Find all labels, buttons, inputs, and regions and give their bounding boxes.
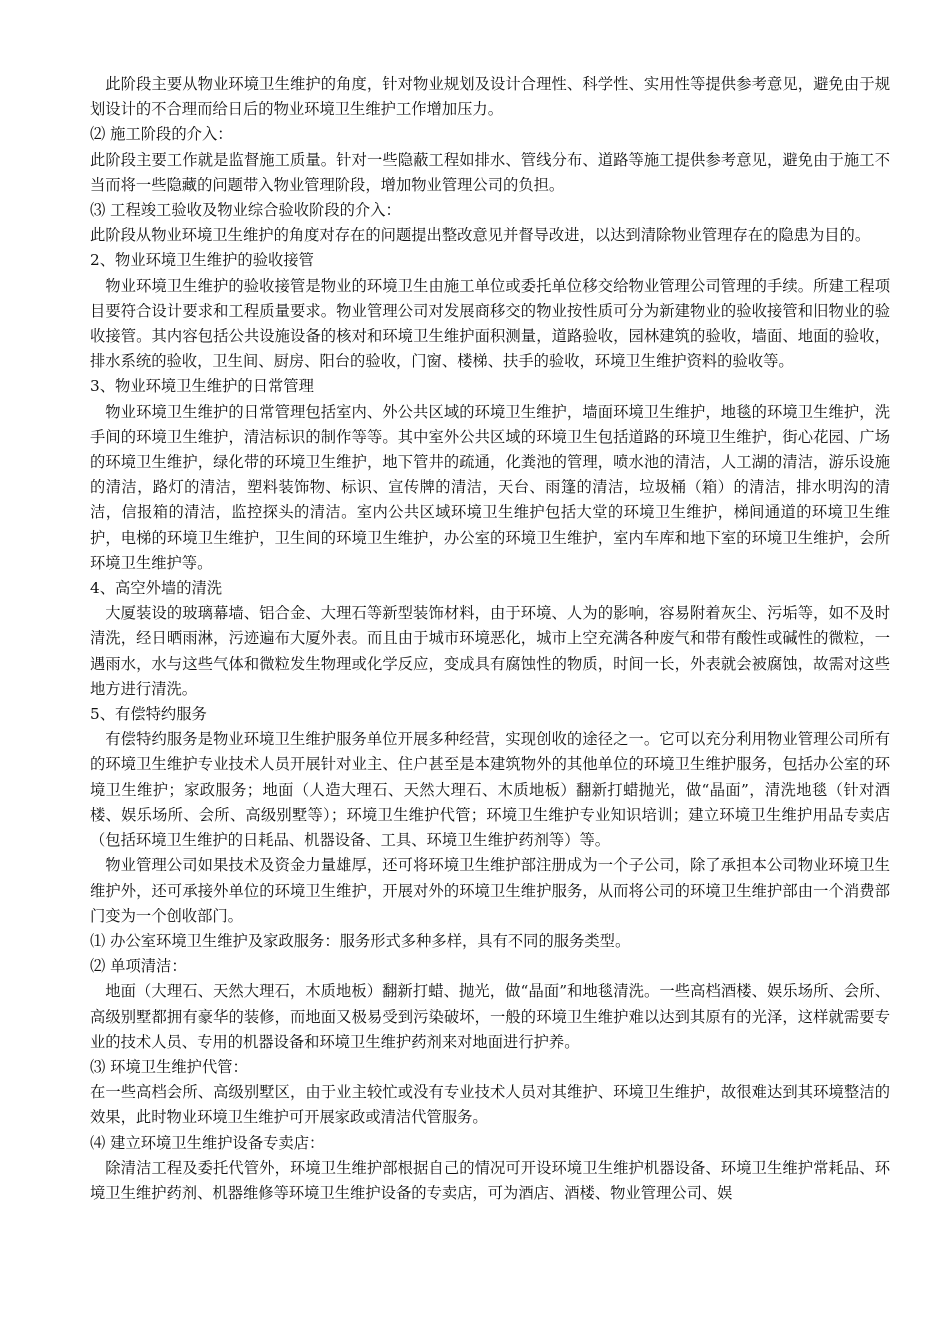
paragraph: 大厦装设的玻璃幕墙、铝合金、大理石等新型装饰材料，由于环境、人为的影响，容易附着灰尘、污垢等，如不及时清洗，经日晒雨淋，污迹遍布大厦外表。而且由于城市环境恶化，城市上空充满各种废气和带有酸性或碱性的微粒，一遇雨水，水与这些气体和微粒发生物理或化学反应，变成具有腐蚀性的物质，时间一长，外表就会被腐蚀，故需对这些地方进行清洗。 <box>90 604 890 698</box>
subheading: ⑵ 施工阶段的介入： <box>90 125 233 144</box>
paragraph: 地面（大理石、天然大理石，木质地板）翻新打蜡、抛光，做“晶面”和地毯清洗。一些高档酒楼、娱乐场所、会所、高级别墅都拥有豪华的装修，而地面又极易受到污染破坏，一般的环境卫生维护难以达到其原有的光泽，这样就需要专业的技术人员、专用的机器设备和环境卫生维护药剂来对地面进行护养。 <box>90 982 890 1051</box>
section-heading: 4、高空外墙的清洗 <box>90 579 223 598</box>
paragraph: 此阶段主要工作就是监督施工质量。针对一些隐蔽工程如排水、管线分布、道路等施工提供参考意见，避免由于施工不当而将一些隐藏的问题带入物业管理阶段，增加物业管理公司的负担。 <box>90 150 890 194</box>
paragraph: 有偿特约服务是物业环境卫生维护服务单位开展多种经营，实现创收的途径之一。它可以充分利用物业管理公司所有的环境卫生维护专业技术人员开展针对业主、住户甚至是本建筑物外的其他单位的环境卫生维护服务，包括办公室的环境卫生维护；家政服务；地面（人造大理石、天然大理石、木质地板）翻新打蜡抛光，做“晶面”，清洗地毯（针对酒楼、娱乐场所、会所、高级别墅等）；环境卫生维护代管；环境卫生维护专业知识培训；建立环境卫生维护用品专卖店（包括环境卫生维护的日耗品、机器设备、工具、环境卫生维护药剂等）等。 <box>90 730 890 850</box>
paragraph: 物业环境卫生维护的验收接管是物业的环境卫生由施工单位或委托单位移交给物业管理公司管理的手续。所建工程项目要符合设计要求和工程质量要求。物业管理公司对发展商移交的物业按性质可分为新建物业的验收接管和旧物业的验收接管。其内容包括公共设施设备的核对和环境卫生维护面积测量，道路验收，园林建筑的验收，墙面、地面的验收，排水系统的验收，卫生间、厨房、阳台的验收，门窗、楼梯、扶手的验收，环境卫生维护资料的验收等。 <box>90 276 890 371</box>
subheading: ⑶ 环境卫生维护代管： <box>90 1057 248 1076</box>
section-heading: 3、物业环境卫生维护的日常管理 <box>90 377 314 396</box>
paragraph: 在一些高档会所、高级别墅区，由于业主较忙或没有专业技术人员对其维护、环境卫生维护，故很难达到其环境整洁的效果，此时物业环境卫生维护可开展家政或清洁代管服务。 <box>90 1083 890 1127</box>
subheading: ⑷ 建立环境卫生维护设备专卖店： <box>90 1133 325 1152</box>
paragraph: 除清洁工程及委托代管外，环境卫生维护部根据自己的情况可开设环境卫生维护机器设备、环境卫生维护常耗品、环境卫生维护药剂、机器维修等环境卫生维护设备的专卖店，可为酒店、酒楼、物业管理公司、娱 <box>90 1158 890 1202</box>
subheading: ⑴ 办公室环境卫生维护及家政服务：服务形式多种多样，具有不同的服务类型。 <box>90 931 631 950</box>
paragraph: 物业环境卫生维护的日常管理包括室内、外公共区域的环境卫生维护，墙面环境卫生维护，地毯的环境卫生维护，洗手间的环境卫生维护，清洁标识的制作等等。其中室外公共区域的环境卫生包括道路的环境卫生维护，街心花园、广场的环境卫生维护，绿化带的环境卫生维护，地下管井的疏通，化粪池的管理，喷水池的清洁，人工湖的清洁，游乐设施的清洁，路灯的清洁，塑料装饰物、标识、宣传牌的清洁，天台、雨篷的清洁，垃圾桶（箱）的清洁，排水明沟的清洁，信报箱的清洁，监控探头的清洁。室内公共区域环境卫生维护包括大堂的环境卫生维护，梯间通道的环境卫生维护，电梯的环境卫生维护，卫生间的环境卫生维护，办公室的环境卫生维护，室内车库和地下室的环境卫生维护，会所环境卫生维护等。 <box>90 402 890 572</box>
document-body <box>90 72 890 1206</box>
section-heading: 5、有偿特约服务 <box>90 705 207 724</box>
subheading: ⑶ 工程竣工验收及物业综合验收阶段的介入： <box>90 201 401 220</box>
paragraph: 此阶段从物业环境卫生维护的角度对存在的问题提出整改意见并督导改进，以达到清除物业管理存在的隐患为目的。 <box>90 226 871 245</box>
subheading: ⑵ 单项清洁： <box>90 957 187 976</box>
paragraph: 此阶段主要从物业环境卫生维护的角度，针对物业规划及设计合理性、科学性、实用性等提供参考意见，避免由于规划设计的不合理而给日后的物业环境卫生维护工作增加压力。 <box>90 75 890 119</box>
paragraph: 物业管理公司如果技术及资金力量雄厚，还可将环境卫生维护部注册成为一个子公司，除了承担本公司物业环境卫生维护外，还可承接外单位的环境卫生维护，开展对外的环境卫生维护服务，从而将公司的环境卫生维护部由一个消费部门变为一个创收部门。 <box>90 856 890 925</box>
section-heading: 2、物业环境卫生维护的验收接管 <box>90 251 314 270</box>
